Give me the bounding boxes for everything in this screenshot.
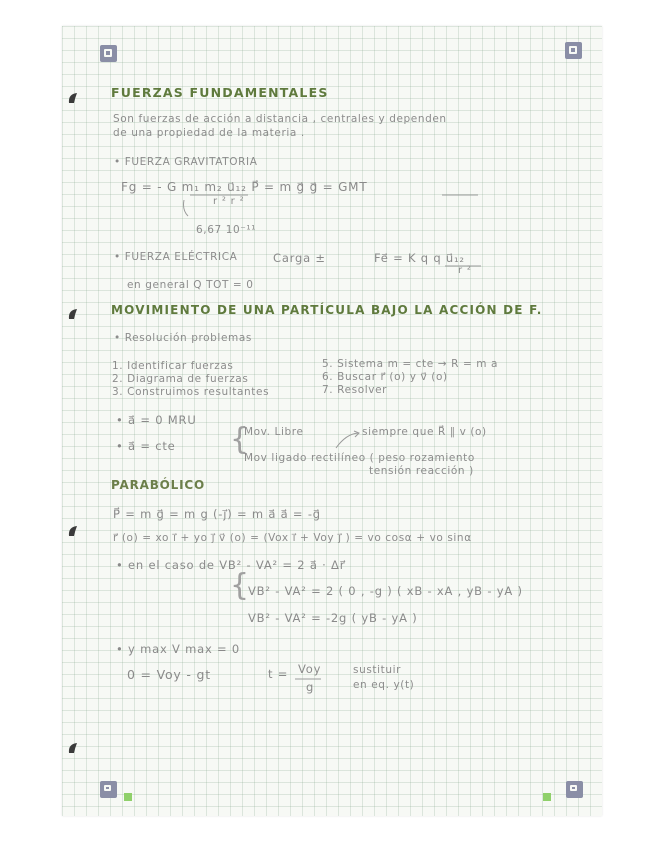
parabolico-line-1: P⃗ = m g⃗ = m g (-j⃗) = m a⃗ a⃗ = -g⃗	[113, 507, 321, 521]
arrow-icon	[334, 430, 362, 450]
green-square-icon	[124, 793, 132, 801]
parabolico-line-7: 0 = Voy - gt	[127, 667, 211, 682]
step-3: 3. Construimos resultantes	[112, 386, 270, 398]
parabolico-line-6: • y max V max = 0	[116, 642, 241, 656]
step-6: 6. Buscar r⃗ (o) y v⃗ (o)	[322, 371, 448, 383]
carga-label: Carga ±	[273, 251, 326, 265]
binder-hole-icon	[66, 306, 82, 322]
step-5: 5. Sistema m = cte → R = m a	[322, 358, 499, 370]
bullet-electrica: • FUERZA ELÉCTRICA	[114, 251, 238, 263]
sustituir: sustituir	[353, 664, 402, 676]
t-equals: t =	[268, 667, 289, 681]
siempre-que: siempre que R⃗ ∥ v (o)	[362, 426, 487, 438]
parabolico-line-3: • en el caso de VB² - VA² = 2 a⃗ · Δr⃗	[116, 558, 346, 572]
heading-fuerzas: FUERZAS FUNDAMENTALES	[111, 85, 329, 100]
corner-marker-icon	[100, 781, 117, 798]
denominators-gravitatoria: r ² r ²	[213, 196, 245, 207]
intro-line-2: de una propiedad de la materia .	[113, 127, 305, 139]
binder-hole-icon	[66, 90, 82, 106]
formula-electrica: Fe⃗ = K q q u⃗₁₂	[374, 251, 465, 265]
a-cte: • a⃗ = cte	[116, 439, 176, 453]
mov-libre: Mov. Libre	[244, 426, 304, 438]
denominator-electrica: r ²	[458, 265, 472, 276]
heading-movimiento: MOVIMIENTO DE UNA PARTÍCULA BAJO LA ACCIÓN DE F.	[111, 303, 543, 317]
brace-icon: {	[230, 422, 250, 457]
corner-marker-icon	[565, 42, 582, 59]
g-denominator: g	[306, 680, 315, 694]
parabolico-line-2: r⃗ (o) = xo i⃗ + yo j⃗ v⃗ (o) = (Vox i⃗ + Voy j⃗ ) = vo cosα + vo sinα	[113, 532, 472, 544]
binder-hole-icon	[66, 523, 82, 539]
step-2: 2. Diagrama de fuerzas	[112, 373, 249, 385]
corner-marker-icon	[100, 45, 117, 62]
formula-gravitatoria: Fg = - G m₁ m₂ u⃗₁₂ P⃗ = m g⃗ g⃗ = GMT	[121, 180, 368, 194]
step-7: 7. Resolver	[322, 384, 388, 396]
step-1: 1. Identificar fuerzas	[112, 360, 234, 372]
en-general: en general Q TOT = 0	[127, 279, 254, 291]
arrow-line	[178, 200, 190, 220]
binder-hole-icon	[66, 740, 82, 756]
en-eq-yt: en eq. y(t)	[353, 679, 415, 691]
a-zero-mru: • a⃗ = 0 MRU	[116, 413, 197, 427]
brace-icon: {	[230, 568, 250, 603]
bullet-gravitatoria: • FUERZA GRAVITATORIA	[114, 156, 258, 168]
voy-numerator: Voy	[298, 662, 322, 676]
intro-line-1: Son fuerzas de acción a distancia , centrales y dependen	[113, 113, 447, 125]
heading-parabolico: PARABÓLICO	[111, 478, 205, 492]
bullet-resolucion: • Resolución problemas	[114, 332, 252, 344]
parabolico-line-4: VB² - VA² = 2 ( 0 , -g ) ( xB - xA , yB - yA )	[248, 584, 523, 598]
corner-marker-icon	[566, 781, 583, 798]
gravitational-constant: 6,67 10⁻¹¹	[196, 224, 257, 236]
tension-reaccion: tensión reacción )	[369, 465, 474, 477]
parabolico-line-5: VB² - VA² = -2g ( yB - yA )	[248, 611, 418, 625]
green-square-icon	[543, 793, 551, 801]
mov-ligado: Mov ligado rectilíneo ( peso rozamiento	[244, 452, 475, 464]
